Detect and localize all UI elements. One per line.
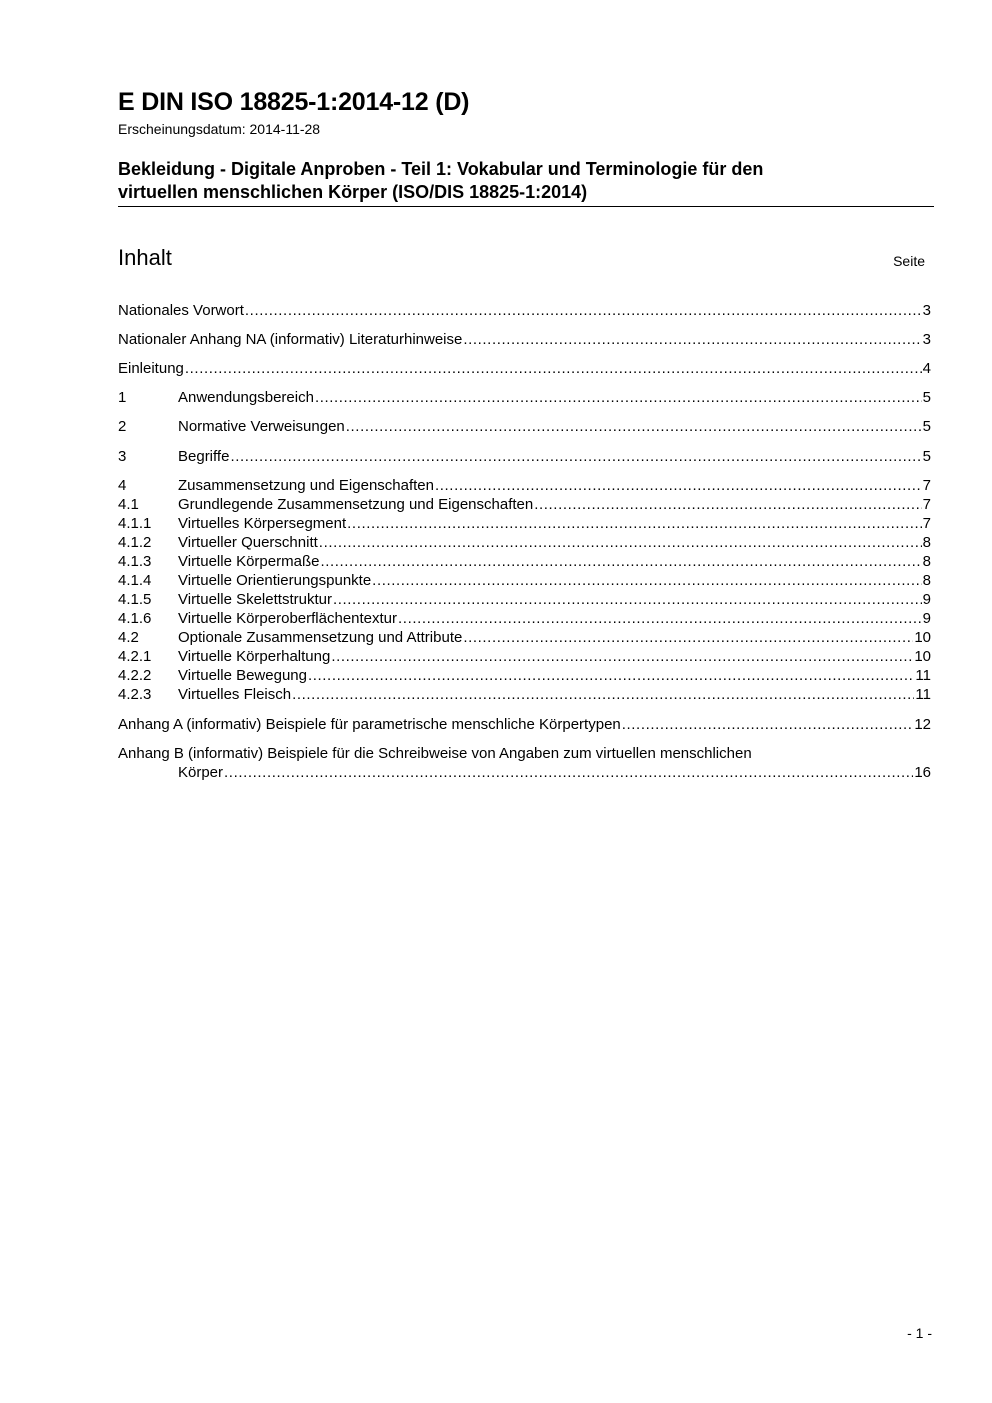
toc-entry-page: 7	[922, 515, 931, 532]
toc-entry[interactable]	[118, 301, 931, 320]
toc-heading: Inhalt	[118, 245, 172, 270]
toc-leader-dots	[292, 685, 914, 704]
subtitle-line-2: virtuellen menschlichen Körper (ISO/DIS 18825-1:2014)	[118, 182, 588, 202]
toc-entry-number: 4.1.1	[118, 515, 152, 532]
toc-entry-page: 3	[922, 302, 931, 319]
toc-entry-number: 4	[118, 477, 127, 494]
toc-entry-page: 12	[914, 716, 931, 733]
title-divider	[118, 206, 934, 207]
toc-entry-number: 3	[118, 448, 127, 465]
toc-leader-dots	[534, 495, 921, 514]
toc-entry[interactable]	[118, 447, 931, 466]
toc-entry-page: 16	[914, 764, 931, 781]
toc-entry-page: 5	[922, 389, 931, 406]
toc-entry-number: 4.1.6	[118, 610, 152, 627]
document-subtitle	[118, 158, 934, 204]
toc-entry[interactable]	[118, 533, 931, 552]
toc-entry-label: Virtuelle Orientierungspunkte	[178, 572, 372, 589]
toc-entry-line-2	[118, 763, 931, 782]
toc-entry-label: Grundlegende Zusammensetzung und Eigenschaften	[178, 496, 534, 513]
toc-entry-label: Anhang A (informativ) Beispiele für parametrische menschliche Körpertypen	[118, 716, 621, 733]
toc-entry-page: 10	[914, 648, 931, 665]
toc-entry-page: 10	[914, 629, 931, 646]
toc-entry-wrapped[interactable]	[118, 744, 931, 782]
toc-leader-dots	[319, 533, 922, 552]
toc-entry[interactable]	[118, 685, 931, 704]
toc-leader-dots	[224, 763, 913, 782]
toc-entry-number: 4.2.3	[118, 686, 152, 703]
toc-entry-number: 2	[118, 418, 127, 435]
toc-entry-number: 4.1.3	[118, 553, 152, 570]
toc-leader-dots	[463, 628, 913, 647]
toc-entry[interactable]	[118, 552, 931, 571]
toc-entry-number: 4.1.5	[118, 591, 152, 608]
toc-entry-page: 11	[915, 667, 931, 684]
toc-entry[interactable]	[118, 628, 931, 647]
toc-entry-number: 4.2.1	[118, 648, 152, 665]
toc-entry-page: 5	[922, 418, 931, 435]
toc-entry-label: Virtuelle Körperoberflächentextur	[178, 610, 398, 627]
toc-entry-page: 5	[922, 448, 931, 465]
toc-entry[interactable]	[118, 495, 931, 514]
toc-entry[interactable]	[118, 417, 931, 436]
toc-entry-number: 4.1	[118, 496, 139, 513]
toc-entry-label-line-2: Körper	[178, 764, 224, 781]
toc-entry[interactable]	[118, 388, 931, 407]
toc-entry-label: Virtuelle Körpermaße	[178, 553, 320, 570]
toc-entry-number: 4.1.4	[118, 572, 152, 589]
toc-entry-page: 9	[922, 610, 931, 627]
toc-entry[interactable]	[118, 359, 931, 378]
toc-entry-label: Zusammensetzung und Eigenschaften	[178, 477, 434, 494]
toc-entry-page: 8	[922, 553, 931, 570]
toc-leader-dots	[331, 647, 913, 666]
toc-entry-label: Nationaler Anhang NA (informativ) Literaturhinweise	[118, 331, 463, 348]
toc-entry[interactable]	[118, 330, 931, 349]
toc-entry-page: 4	[922, 360, 931, 377]
toc-entry-label: Anwendungsbereich	[178, 389, 314, 406]
toc-leader-dots	[463, 330, 921, 349]
toc-entry-label: Virtueller Querschnitt	[178, 534, 318, 551]
page-number: - 1 -	[907, 1325, 932, 1341]
toc-entry-page: 11	[915, 686, 931, 703]
toc-entry-number: 4.2.2	[118, 667, 152, 684]
toc-entry-label: Einleitung	[118, 360, 184, 377]
toc-entry[interactable]	[118, 476, 931, 495]
toc-leader-dots	[372, 571, 921, 590]
toc-leader-dots	[185, 359, 922, 378]
toc-entry-label: Normative Verweisungen	[178, 418, 345, 435]
toc-entry-label: Virtuelles Körpersegment	[178, 515, 347, 532]
toc-entry[interactable]	[118, 590, 931, 609]
toc-leader-dots	[320, 552, 921, 571]
toc-entry-page: 8	[922, 534, 931, 551]
toc-entry-label: Virtuelles Fleisch	[178, 686, 292, 703]
toc-entry-page: 9	[922, 591, 931, 608]
toc-entry[interactable]	[118, 715, 931, 734]
toc-entry[interactable]	[118, 666, 931, 685]
document-title: E DIN ISO 18825-1:2014-12 (D)	[118, 88, 470, 116]
toc-entry-page: 8	[922, 572, 931, 589]
toc-entry-page: 7	[922, 496, 931, 513]
toc-entry-label: Virtuelle Körperhaltung	[178, 648, 331, 665]
publication-date: Erscheinungsdatum: 2014-11-28	[118, 121, 321, 137]
toc-leader-dots	[622, 715, 914, 734]
toc-entry-label: Begriffe	[178, 448, 230, 465]
toc-leader-dots	[308, 666, 914, 685]
toc-entry-page: 7	[922, 477, 931, 494]
toc-leader-dots	[347, 514, 922, 533]
toc-entry[interactable]	[118, 609, 931, 628]
toc-entry[interactable]	[118, 571, 931, 590]
subtitle-line-1: Bekleidung - Digitale Anproben - Teil 1: Vokabular und Terminologie für den	[118, 159, 764, 179]
toc-entry[interactable]	[118, 647, 931, 666]
toc-entry-number: 1	[118, 389, 127, 406]
toc-entry-number: 4.2	[118, 629, 139, 646]
toc-entry-label: Optionale Zusammensetzung und Attribute	[178, 629, 463, 646]
toc-entry-number: 4.1.2	[118, 534, 152, 551]
toc-entry-page: 3	[922, 331, 931, 348]
toc-leader-dots	[398, 609, 922, 628]
toc-entry-label: Virtuelle Skelettstruktur	[178, 591, 332, 608]
toc-entry-label: Virtuelle Bewegung	[178, 667, 307, 684]
toc-leader-dots	[333, 590, 922, 609]
toc-entry[interactable]	[118, 514, 931, 533]
toc-leader-dots	[435, 476, 922, 495]
toc-leader-dots	[230, 447, 921, 466]
toc-page-column-label: Seite	[893, 253, 925, 269]
toc-entry-label: Nationales Vorwort	[118, 302, 244, 319]
toc-leader-dots	[245, 301, 922, 320]
toc-entry-label-line-1: Anhang B (informativ) Beispiele für die Schreibweise von Angaben zum virtuellen menschlichen	[118, 745, 752, 762]
toc-leader-dots	[346, 417, 922, 436]
toc-leader-dots	[315, 388, 922, 407]
